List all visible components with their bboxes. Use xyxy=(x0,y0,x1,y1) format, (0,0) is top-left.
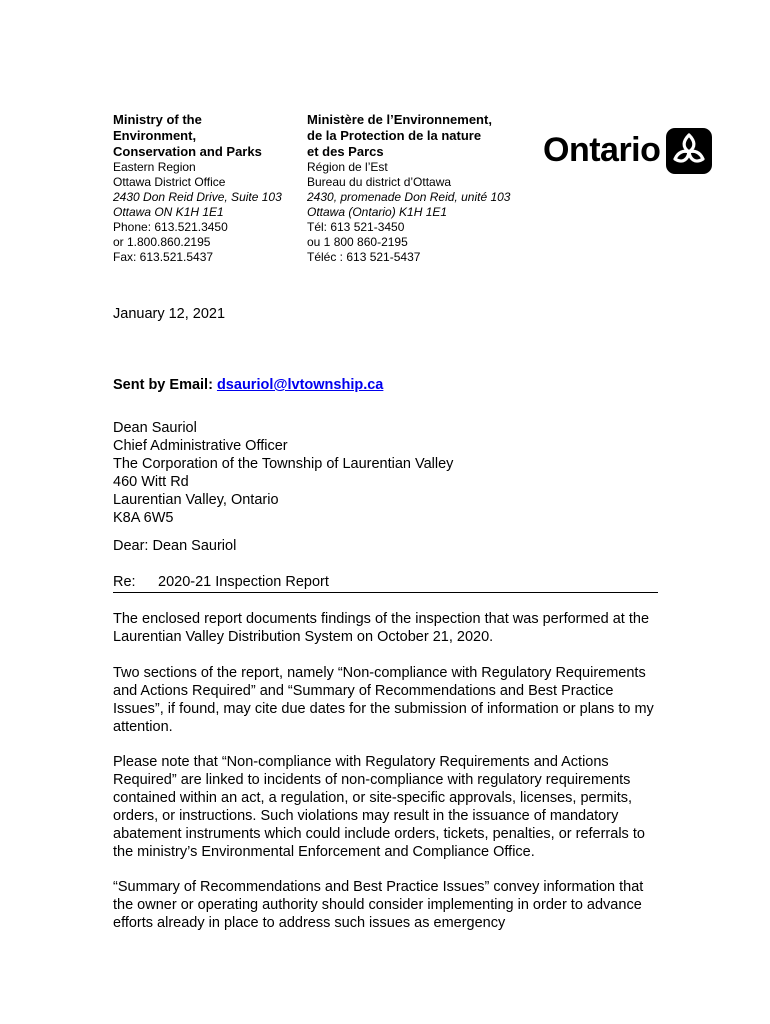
letter-date: January 12, 2021 xyxy=(113,306,226,322)
phone-alt-en: or 1.800.860.2195 xyxy=(113,235,211,249)
recipient-title: Chief Administrative Officer xyxy=(113,438,288,454)
ontario-wordmark: Ontario xyxy=(543,131,661,169)
recipient-address xyxy=(113,419,663,527)
paragraph-4: “Summary of Recommendations and Best Practice Issues” convey information that the owner or operating authority should consider implementing in order to advance efforts already in place to address such issues as emergency xyxy=(113,879,644,931)
ministry-name-fr-line1: Ministère de l’Environnement, xyxy=(307,112,492,127)
fax-en: Fax: 613.521.5437 xyxy=(113,250,214,264)
sent-by-email xyxy=(113,376,663,394)
salutation: Dear: Dean Sauriol xyxy=(113,538,237,554)
address-fr-line2: Ottawa (Ontario) K1H 1E1 xyxy=(307,205,448,219)
fax-fr: Téléc : 613 521-5437 xyxy=(307,250,421,264)
office-fr: Bureau du district d’Ottawa xyxy=(307,175,452,189)
ministry-name-en-line2: Environment, xyxy=(113,128,197,143)
ontario-logo xyxy=(543,128,713,178)
region-en: Eastern Region xyxy=(113,160,196,174)
phone-en: Phone: 613.521.3450 xyxy=(113,220,228,234)
address-fr-line1: 2430, promenade Don Reid, unité 103 xyxy=(307,190,511,204)
paragraph-1: The enclosed report documents findings of the inspection that was performed at the Laurentian Valley Distribution System on October 21, 2020. xyxy=(113,611,650,645)
recipient-name: Dean Sauriol xyxy=(113,420,197,436)
paragraph-2: Two sections of the report, namely “Non-compliance with Regulatory Requirements and Actions Required” and “Summary of Recommendations and Best Practice Issues”, if found, may cite due dates for the submission of information or plans to my attention. xyxy=(113,665,654,735)
ministry-name-fr-line3: et des Parcs xyxy=(307,144,384,159)
address-en-line1: 2430 Don Reid Drive, Suite 103 xyxy=(113,190,282,204)
sent-label: Sent by Email: xyxy=(113,377,217,393)
ministry-header-french xyxy=(307,112,537,265)
subject-text: 2020-21 Inspection Report xyxy=(158,574,329,590)
ministry-name-en-line1: Ministry of the xyxy=(113,112,202,127)
phone-alt-fr: ou 1 800 860-2195 xyxy=(307,235,408,249)
ministry-header-english xyxy=(113,112,303,265)
trillium-icon xyxy=(666,128,712,174)
region-fr: Région de l’Est xyxy=(307,160,388,174)
address-en-line2: Ottawa ON K1H 1E1 xyxy=(113,205,224,219)
paragraph-3: Please note that “Non-compliance with Regulatory Requirements and Actions Required” are linked to incidents of non-compliance with regulatory requirements contained within an act, a regulation, or site-specific approvals, licenses, permits, orders, or instructions. Such violations may result in the issuance of mandatory abatement instruments which could include orders, tickets, penalties, or referrals to the ministry’s Environmental Enforcement and Compliance Office. xyxy=(113,754,645,860)
recipient-postal-code: K8A 6W5 xyxy=(113,510,174,526)
office-en: Ottawa District Office xyxy=(113,175,226,189)
subject-line xyxy=(113,573,658,593)
subject-label: Re: xyxy=(113,574,136,590)
recipient-street: 460 Witt Rd xyxy=(113,474,189,490)
ministry-name-en-line3: Conservation and Parks xyxy=(113,144,262,159)
phone-fr: Tél: 613 521-3450 xyxy=(307,220,405,234)
email-link[interactable]: dsauriol@lvtownship.ca xyxy=(216,377,384,393)
recipient-city: Laurentian Valley, Ontario xyxy=(113,492,279,508)
recipient-organization: The Corporation of the Township of Laurentian Valley xyxy=(113,456,454,472)
ministry-name-fr-line2: de la Protection de la nature xyxy=(307,128,482,143)
